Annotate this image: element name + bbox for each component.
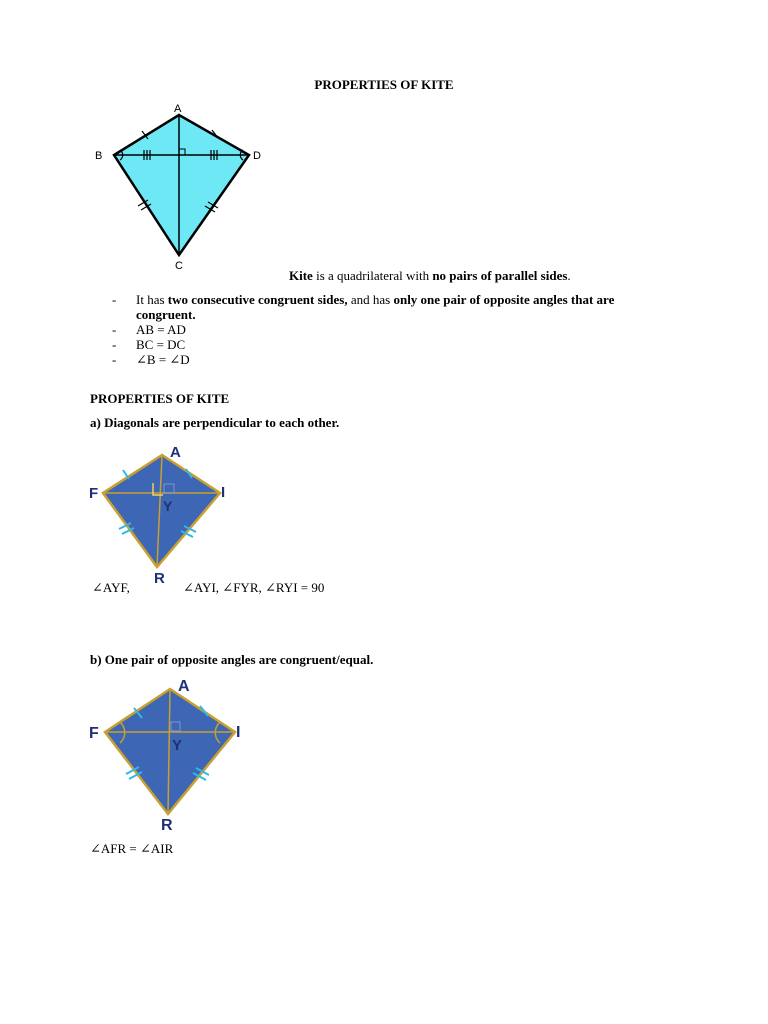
bullet-bc-dc: BC = DC bbox=[136, 337, 186, 352]
property-a-caption-1: ∠AYF, bbox=[92, 580, 130, 595]
vertex-label-b: B bbox=[95, 150, 103, 162]
vertex-label-i: I bbox=[236, 724, 241, 741]
kite-afir-figure-a bbox=[86, 440, 236, 585]
vertex-label-r: R bbox=[161, 817, 173, 834]
vertex-label-a: A bbox=[170, 444, 181, 461]
bullet-congruent-sides: It has two consecutive congruent sides, and has only one pair of opposite angles that are bbox=[136, 292, 615, 307]
bullet-dash: - bbox=[112, 352, 117, 367]
bullet-ab-ad: AB = AD bbox=[136, 322, 186, 337]
kite-afir-figure-b bbox=[86, 674, 251, 834]
page-title: PROPERTIES OF KITE bbox=[314, 77, 454, 92]
vertex-label-a: A bbox=[174, 103, 182, 115]
vertex-label-f: F bbox=[89, 725, 99, 742]
property-b-heading: b) One pair of opposite angles are congruent/equal. bbox=[90, 652, 374, 667]
kite-abcd-figure bbox=[90, 100, 270, 275]
bullet-angle-b-d: ∠B = ∠D bbox=[136, 352, 190, 367]
property-a-heading: a) Diagonals are perpendicular to each other. bbox=[90, 415, 340, 430]
kite-definition: Kite is a quadrilateral with no pairs of parallel sides. bbox=[289, 268, 571, 283]
vertex-label-r: R bbox=[154, 570, 165, 585]
bullet-dash: - bbox=[112, 337, 117, 352]
section-title: PROPERTIES OF KITE bbox=[90, 391, 230, 406]
bullet-dash: - bbox=[112, 292, 117, 307]
vertex-label-f: F bbox=[89, 485, 99, 502]
vertex-label-i: I bbox=[221, 484, 226, 501]
center-label-y: Y bbox=[172, 737, 183, 754]
vertex-label-c: C bbox=[175, 260, 183, 272]
vertex-label-d: D bbox=[253, 150, 261, 162]
property-b-caption: ∠AFR = ∠AIR bbox=[90, 841, 174, 856]
bullet-dash: - bbox=[112, 322, 117, 337]
vertex-label-a: A bbox=[178, 678, 190, 695]
center-label-y: Y bbox=[163, 498, 173, 514]
property-a-caption-2: ∠AYI, ∠FYR, ∠RYI = 90 bbox=[183, 580, 325, 595]
bullet-congruent-continued: congruent. bbox=[136, 307, 196, 322]
kite-abcd-shape bbox=[114, 115, 249, 255]
